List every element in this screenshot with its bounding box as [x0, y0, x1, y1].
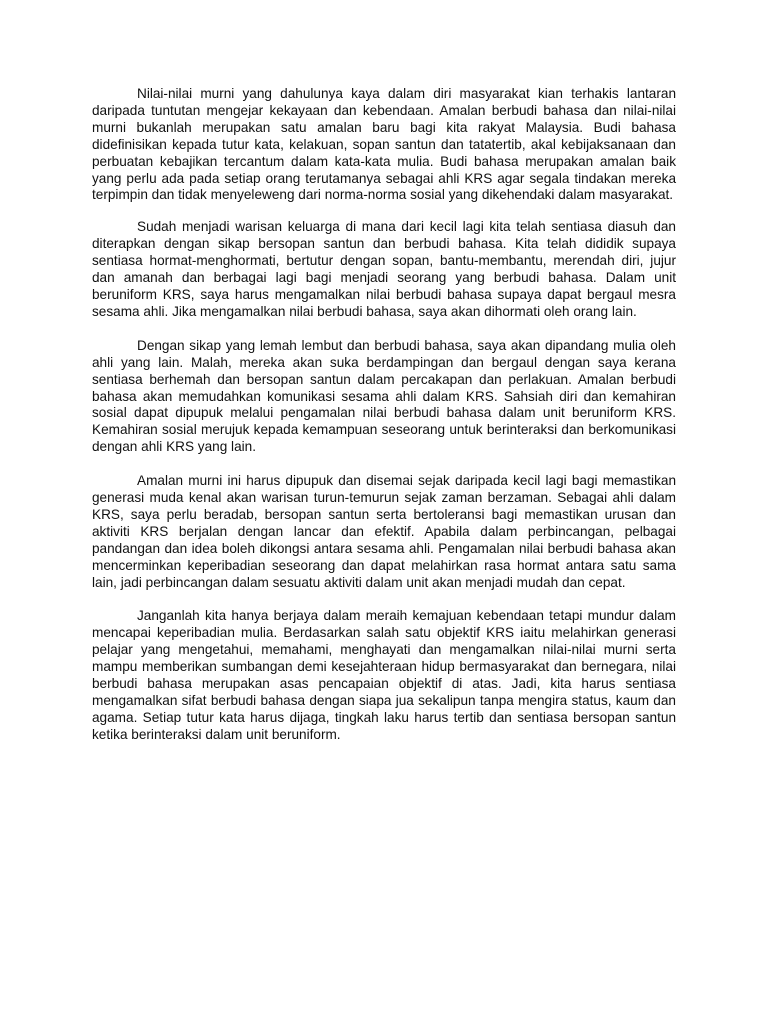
paragraph-4: Amalan murni ini harus dipupuk dan disemai sejak daripada kecil lagi bagi memastikan generasi muda kenal akan warisan turun-temurun sejak zaman berzaman. Sebagai ahli dalam KRS, saya perlu beradab, bersopan santun serta bertoleransi bagi memastikan urusan dan aktiviti KRS berjalan dengan lancar dan efektif. Apabila dalam perbincangan, pelbagai pandangan dan idea boleh dikongsi antara sesama ahli. Pengamalan nilai berbudi bahasa akan mencerminkan keperibadian seseorang dan dapat melahirkan rasa hormat antara satu sama lain, jadi perbincangan dalam sesuatu aktiviti dalam unit akan menjadi mudah dan cepat.: [92, 473, 676, 590]
document-page: [92, 86, 676, 761]
paragraph-3: Dengan sikap yang lemah lembut dan berbudi bahasa, saya akan dipandang mulia oleh ahli yang lain. Malah, mereka akan suka berdampingan dan bergaul dengan saya kerana sentiasa berhemah dan bersopan santun dalam percakapan dan perlakuan. Amalan berbudi bahasa akan memudahkan komunikasi sesama ahli dalam KRS. Sahsiah diri dan kemahiran sosial dapat dipupuk melalui pengamalan nilai berbudi bahasa dalam unit beruniform KRS. Kemahiran sosial merujuk kepada kemampuan seseorang untuk berinteraksi dan berkomunikasi dengan ahli KRS yang lain.: [92, 337, 676, 455]
paragraph-5: Janganlah kita hanya berjaya dalam meraih kemajuan kebendaan tetapi mundur dalam mencapai keperibadian mulia. Berdasarkan salah satu objektif KRS iaitu melahirkan generasi pelajar yang mengetahui, memahami, menghayati dan mengamalkan nilai-nilai murni serta mampu memberikan sumbangan demi kesejahteraan hidup bermasyarakat dan bernegara, nilai berbudi bahasa merupakan asas pencapaian objektif di atas. Jadi, kita harus sentiasa mengamalkan sifat berbudi bahasa dengan siapa jua sekalipun tanpa mengira status, kaum dan agama. Setiap tutur kata harus dijaga, tingkah laku harus tertib dan sentiasa bersopan santun ketika berinteraksi dalam unit beruniform.: [92, 608, 676, 742]
paragraph-1: Nilai-nilai murni yang dahulunya kaya dalam diri masyarakat kian terhakis lantaran daripada tuntutan mengejar kekayaan dan kebendaan. Amalan berbudi bahasa dan nilai-nilai murni bukanlah merupakan satu amalan baru bagi kita rakyat Malaysia. Budi bahasa didefinisikan kepada tutur kata, kelakuan, sopan santun dan tatatertib, akal kebijaksanaan dan perbuatan kebajikan tercantum dalam kata-kata mulia. Budi bahasa merupakan amalan baik yang perlu ada pada setiap orang terutamanya sebagai ahli KRS agar segala tindakan mereka terpimpin dan tidak menyeleweng dari norma-norma sosial yang dikehendaki dalam masyarakat.: [92, 86, 676, 203]
paragraph-2: Sudah menjadi warisan keluarga di mana dari kecil lagi kita telah sentiasa diasuh dan diterapkan dengan sikap bersopan santun dan berbudi bahasa. Kita telah dididik supaya sentiasa hormat-menghormati, bertutur dengan sopan, bantu-membantu, merendah diri, jujur dan amanah dan berbagai lagi bagi menjadi seorang yang berbudi bahasa. Dalam unit beruniform KRS, saya harus mengamalkan nilai berbudi bahasa supaya dapat bergaul mesra sesama ahli. Jika mengamalkan nilai berbudi bahasa, saya akan dihormati oleh orang lain.: [92, 219, 676, 319]
